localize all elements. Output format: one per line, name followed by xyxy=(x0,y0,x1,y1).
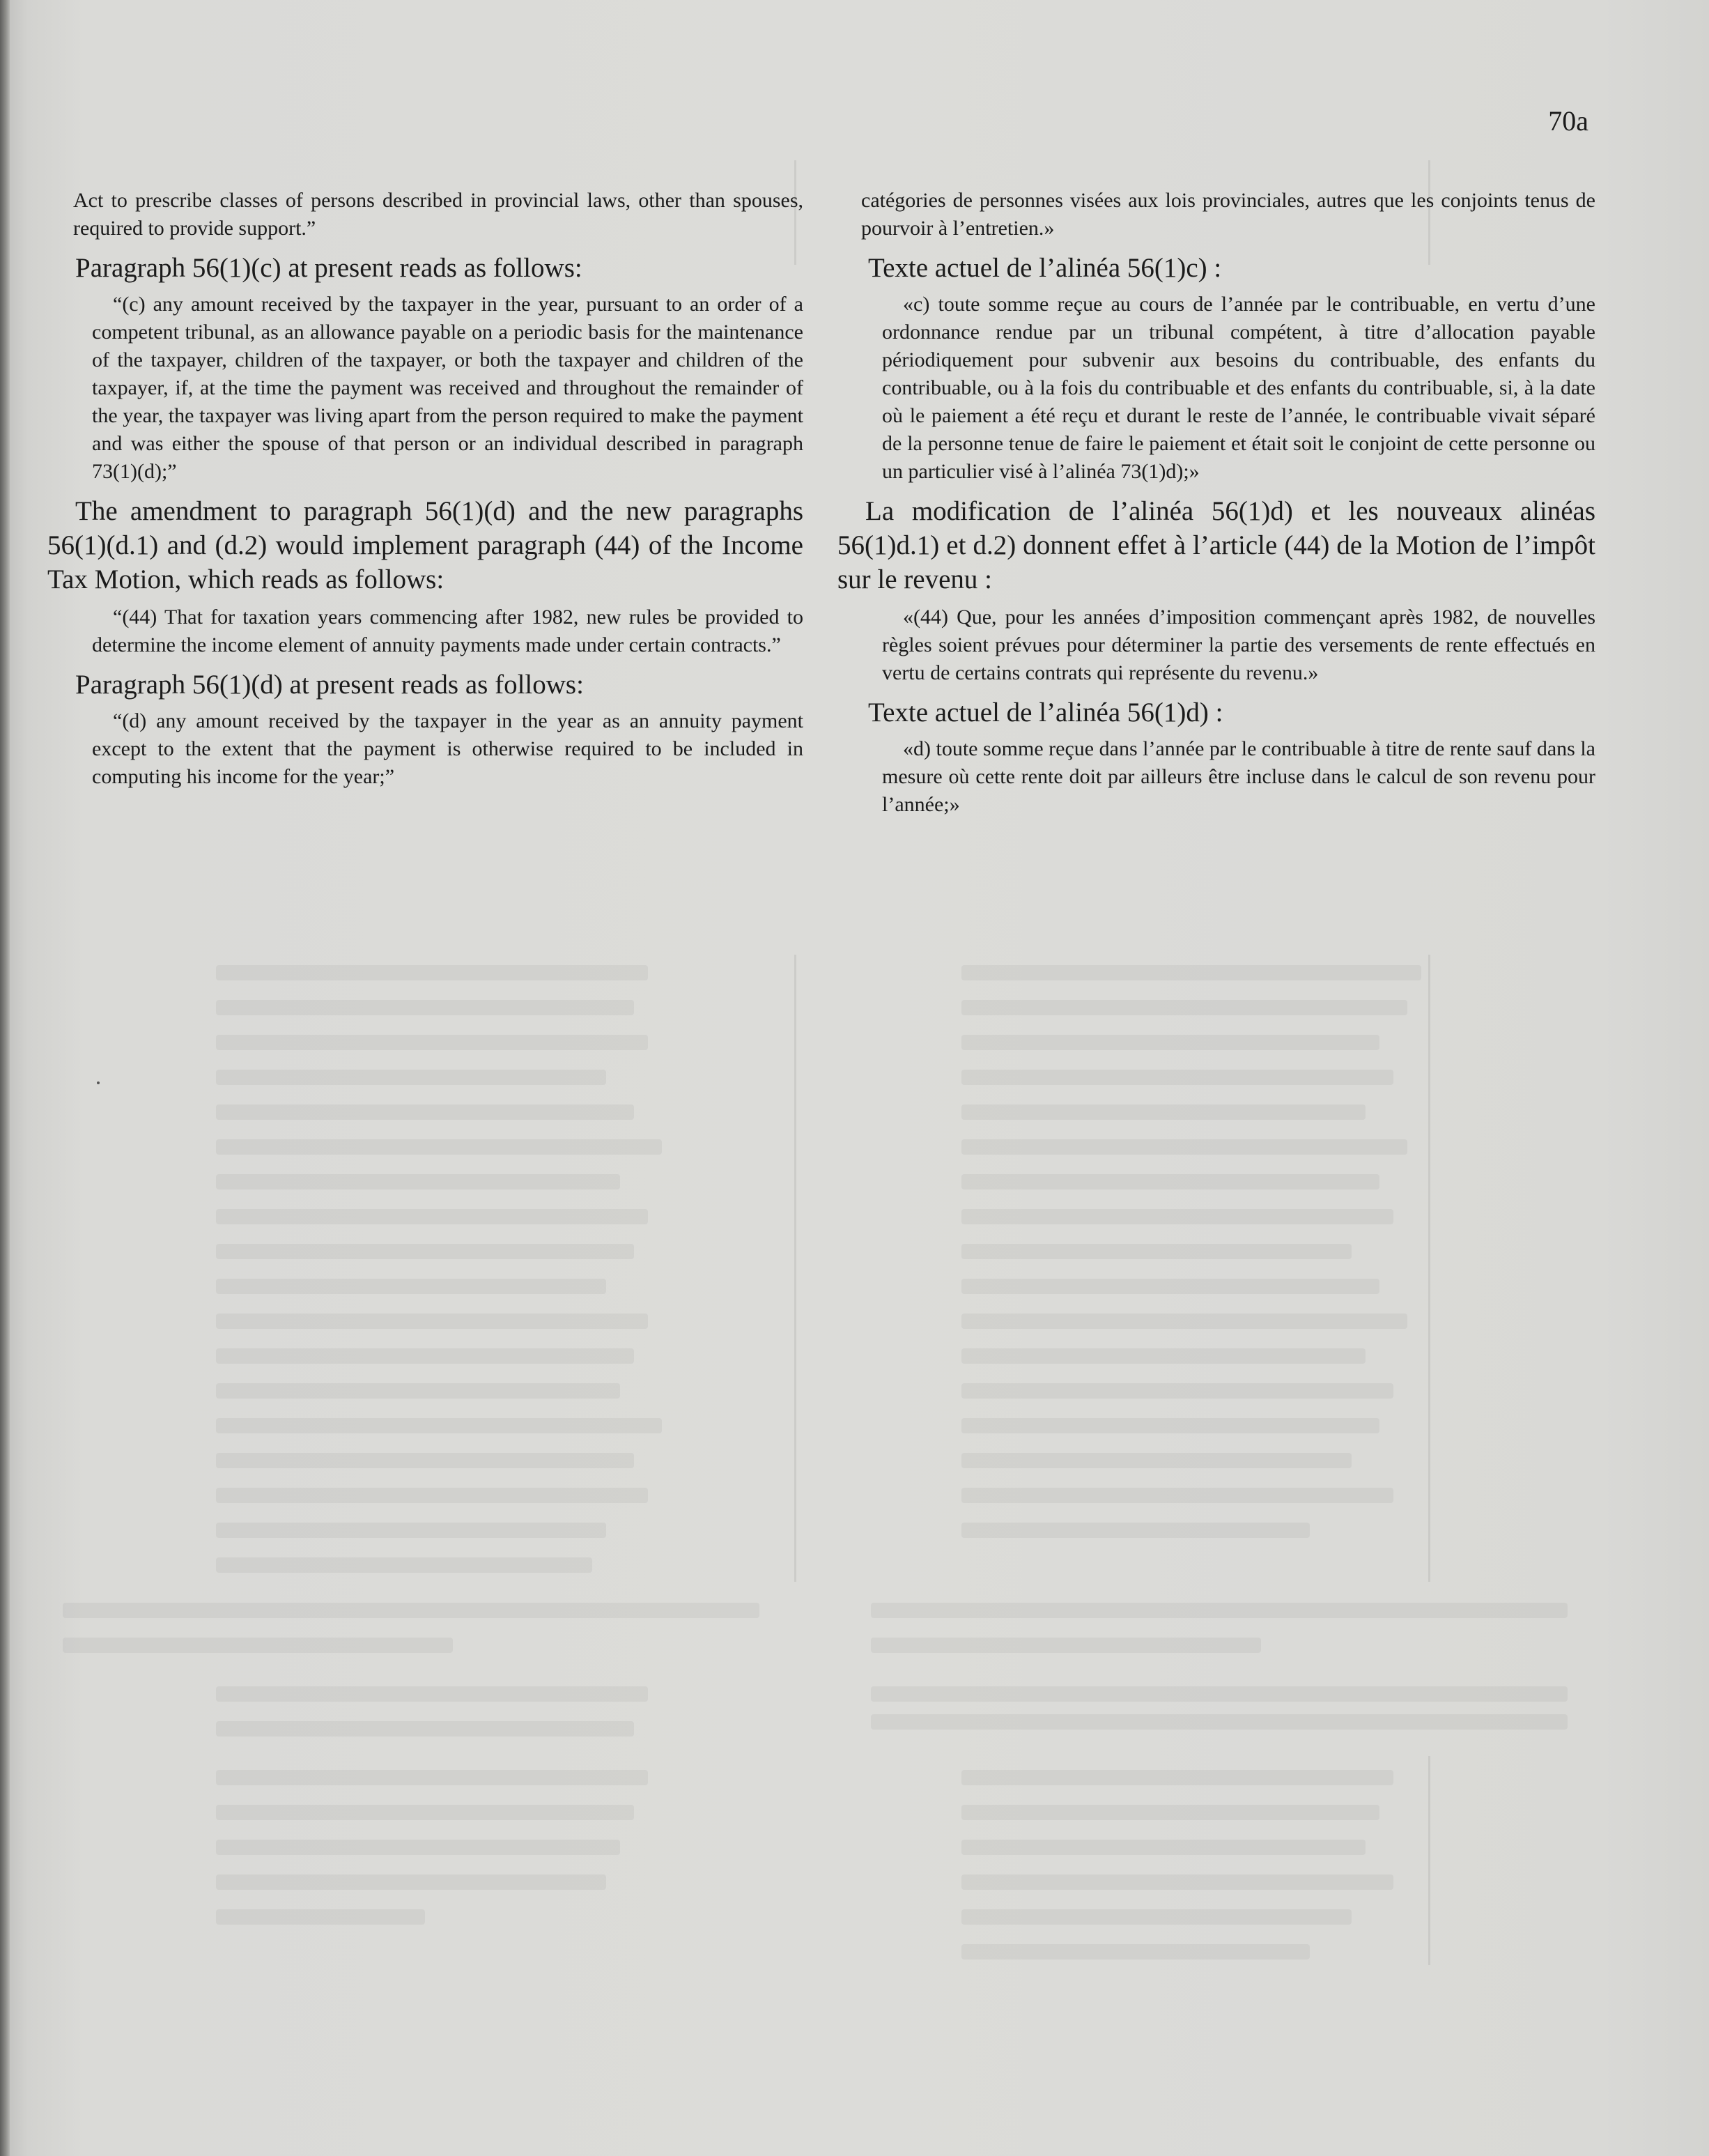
continued-text: Act to prescribe classes of persons described in provincial laws, other than spouses, required to provide support.” xyxy=(73,189,803,240)
amendment-note: The amendment to paragraph 56(1)(d) and the new paragraphs 56(1)(d.1) and (d.2) would implement paragraph (44) of the Income Tax Motion, which reads as follows: xyxy=(47,496,803,594)
quoted-provision: “(d) any amount received by the taxpayer in the year as an annuity payment except to the extent that the payment is otherwise required to be included in computing his income for the year;” xyxy=(92,709,803,788)
quoted-provision: «c) toute somme reçue au cours de l’année par le contribuable, en vertu d’une ordonnance rendue par un tribunal compétent, à titre d’allocation payable périodiquement pour subvenir aux besoins du contribuable, des enfants du contribuable, ou à la fois du contribuable et des enfants du contribuable, si, à la date où le paiement a été reçu et durant le reste de l’année, le contribuable vivait séparé de la personne tenue de faire le paiement et était soit le conjoint de cette personne ou un particulier visé à l’alinéa 73(1)d);» xyxy=(882,293,1595,483)
quoted-motion: «(44) Que, pour les années d’imposition commençant après 1982, de nouvelles règles soient prévues pour déterminer la partie des versements de rente effectués en vertu de certains contrats qui représente du revenu.» xyxy=(882,606,1595,684)
section-heading: Paragraph 56(1)(d) at present reads as follows: xyxy=(75,670,584,700)
scan-speck xyxy=(97,1081,100,1084)
amendment-note: La modification de l’alinéa 56(1)d) et les nouveaux alinéas 56(1)d.1) et d.2) donnent effet à l’article (44) de la Motion de l’impôt sur le revenu : xyxy=(837,496,1595,594)
continued-text: catégories de personnes visées aux lois provinciales, autres que les conjoints tenus de pourvoir à l’entretien.» xyxy=(861,189,1595,240)
page-number: 70a xyxy=(1548,105,1588,137)
section-heading: Texte actuel de l’alinéa 56(1)c) : xyxy=(868,253,1222,283)
quoted-provision: “(c) any amount received by the taxpayer in the year, pursuant to an order of a competent tribunal, as an allowance payable on a periodic basis for the maintenance of the taxpayer, children of the taxpayer, or both the taxpayer and children of the taxpayer, if, at the time the payment was received and throughout the remainder of the year, the taxpayer was living apart from the person required to make the payment and was either the spouse of that person or an individual described in paragraph 73(1)(d);” xyxy=(92,293,803,483)
english-column xyxy=(47,187,803,791)
quoted-provision: «d) toute somme reçue dans l’année par le contribuable à titre de rente sauf dans la mesure où cette rente doit par ailleurs être incluse dans le calcul de son revenu pour l’année;» xyxy=(882,737,1595,816)
binding-edge xyxy=(0,0,10,2156)
section-heading: Paragraph 56(1)(c) at present reads as follows: xyxy=(75,253,582,283)
french-column xyxy=(837,187,1595,819)
quoted-motion: “(44) That for taxation years commencing after 1982, new rules be provided to determine the income element of annuity payments made under certain contracts.” xyxy=(92,606,803,656)
section-heading: Texte actuel de l’alinéa 56(1)d) : xyxy=(868,698,1223,727)
